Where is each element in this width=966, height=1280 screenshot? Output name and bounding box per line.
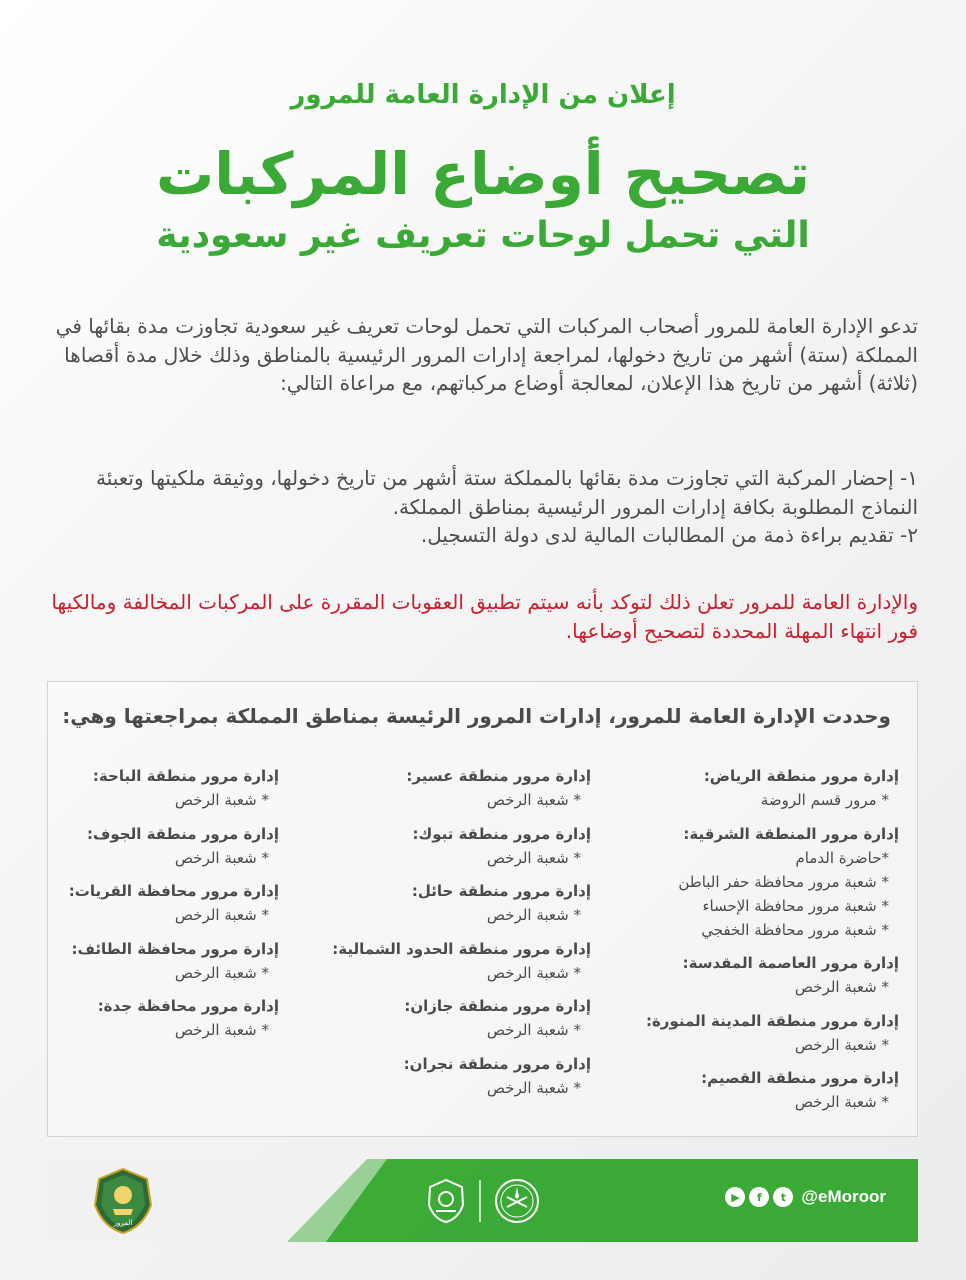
- office-branch: * شعبة مرور محافظة الخفجي: [701, 920, 889, 939]
- office-branch: * شعبة مرور محافظة الإحساء: [702, 896, 889, 915]
- office-name: إدارة مرور محافظة القريات:: [68, 882, 279, 900]
- office-branch: * شعبة الرخص: [174, 1021, 269, 1039]
- office-branch: * شعبة الرخص: [794, 978, 889, 996]
- office-entry: [629, 1066, 899, 1114]
- offices-column: [321, 764, 591, 1109]
- office-name: إدارة مرور محافظة جدة:: [97, 997, 279, 1015]
- office-entry: [59, 937, 279, 985]
- twitter-icon[interactable]: t: [773, 1187, 793, 1207]
- office-branch: * شعبة الرخص: [486, 791, 581, 809]
- office-branch: * شعبة الرخص: [794, 1093, 889, 1111]
- social-handle: [725, 1187, 886, 1207]
- footer-logos: [425, 1175, 541, 1227]
- office-entry: [59, 764, 279, 812]
- office-entry: [321, 879, 591, 927]
- office-name: إدارة مرور منطقة نجران:: [403, 1054, 591, 1073]
- requirements-list: [38, 464, 918, 550]
- office-entry: [629, 1009, 899, 1057]
- office-branch: * شعبة مرور محافظة حفر الباطن: [678, 872, 889, 891]
- office-name: إدارة مرور منطقة المدينة المنورة:: [645, 1011, 899, 1030]
- requirement-item: ٢- تقديم براءة ذمة من المطالبات المالية لدى دولة التسجيل.: [420, 523, 918, 547]
- office-entry: [321, 764, 591, 812]
- office-entry: [321, 937, 591, 985]
- offices-heading: وحددت الإدارة العامة للمرور، إدارات المرور الرئيسة بمناطق المملكة بمراجعتها وهي:: [62, 704, 891, 728]
- ministry-emblem-icon: [493, 1177, 541, 1225]
- footer-bar: [47, 1159, 918, 1242]
- office-branch: * شعبة الرخص: [174, 963, 269, 982]
- announcement-intro: إعلان من الإدارة العامة للمرور: [290, 80, 676, 110]
- office-entry: [321, 822, 591, 870]
- office-entry: [321, 994, 591, 1042]
- body-paragraph: تدعو الإدارة العامة للمرور أصحاب المركبات التي تحمل لوحات تعريف غير سعودية تجاوزت مدة بقائها في المملكة (ستة) أشهر من تاريخ دخولها، لمراجعة إدارات المرور الرئيسية بالمناطق وذلك خلال مدة أقصاها (ثلاثة) أشهر من تاريخ هذا الإعلان، لمعالجة أوضاع مركباتهم، مع مراعاة التالي:: [55, 314, 918, 395]
- office-entry: [629, 822, 899, 942]
- office-branch: * شعبة الرخص: [486, 906, 581, 924]
- office-name: إدارة مرور منطقة جازان:: [404, 997, 591, 1015]
- office-entry: [629, 764, 899, 812]
- office-entry: [629, 951, 899, 999]
- youtube-icon[interactable]: ▶: [725, 1187, 745, 1207]
- office-name: إدارة مرور منطقة الجوف:: [86, 824, 279, 843]
- offices-box: [47, 681, 918, 1137]
- office-name: إدارة مرور العاصمة المقدسة:: [682, 954, 899, 972]
- office-name: إدارة مرور منطقة حائل:: [411, 882, 591, 900]
- emblem-caption: المرور: [113, 1219, 133, 1227]
- office-name: إدارة مرور منطقة عسير:: [406, 767, 591, 785]
- requirement-item: ١- إحضار المركبة التي تجاوزت مدة بقائها بالمملكة ستة أشهر من تاريخ دخولها، ووثيقة ملكيتها وتعبئة النماذج المطلوبة بكافة إدارات المرور الرئيسية بمناطق المملكة.: [95, 466, 918, 519]
- office-branch: * شعبة الرخص: [174, 791, 269, 809]
- office-branch: * شعبة الرخص: [174, 848, 269, 867]
- office-name: إدارة مرور المنطقة الشرقية:: [683, 824, 899, 843]
- announcement-title: تصحيح أوضاع المركبات: [155, 140, 811, 208]
- office-name: إدارة مرور منطقة الحدود الشمالية:: [332, 939, 591, 958]
- office-name: إدارة مرور منطقة الباحة:: [92, 767, 279, 785]
- offices-column: [59, 764, 279, 1052]
- office-branch: * شعبة الرخص: [794, 1035, 889, 1054]
- office-branch: * شعبة الرخص: [486, 1021, 581, 1039]
- office-name: إدارة مرور منطقة الرياض:: [703, 767, 899, 785]
- office-branch: * شعبة الرخص: [486, 848, 581, 867]
- office-entry: [59, 994, 279, 1042]
- office-entry: [321, 1052, 591, 1100]
- offices-column: [629, 764, 899, 1124]
- office-branch: * مرور قسم الروضة: [760, 791, 889, 809]
- facebook-icon[interactable]: f: [749, 1187, 769, 1207]
- office-branch: * شعبة الرخص: [486, 1078, 581, 1097]
- traffic-emblem-icon: [87, 1165, 159, 1237]
- office-branch: * شعبة الرخص: [174, 906, 269, 924]
- office-branch: * شعبة الرخص: [486, 963, 581, 982]
- office-branch: *حاضرة الدمام: [795, 848, 889, 867]
- office-name: إدارة مرور محافظة الطائف:: [71, 939, 279, 958]
- office-entry: [59, 822, 279, 870]
- office-name: إدارة مرور منطقة تبوك:: [412, 824, 591, 843]
- footer-divider: [479, 1180, 481, 1222]
- handle-text[interactable]: @eMoroor: [801, 1187, 886, 1206]
- office-entry: [59, 879, 279, 927]
- warning-text: والإدارة العامة للمرور تعلن ذلك لتوكد بأنه سيتم تطبيق العقوبات المقررة على المركبات المخالفة ومالكيها فور انتهاء المهلة المحددة لتصحيح أوضاعها.: [51, 590, 918, 643]
- office-name: إدارة مرور منطقة القصيم:: [701, 1069, 899, 1087]
- traffic-logo-icon: [425, 1177, 467, 1225]
- announcement-subtitle: التي تحمل لوحات تعريف غير سعودية: [156, 215, 810, 256]
